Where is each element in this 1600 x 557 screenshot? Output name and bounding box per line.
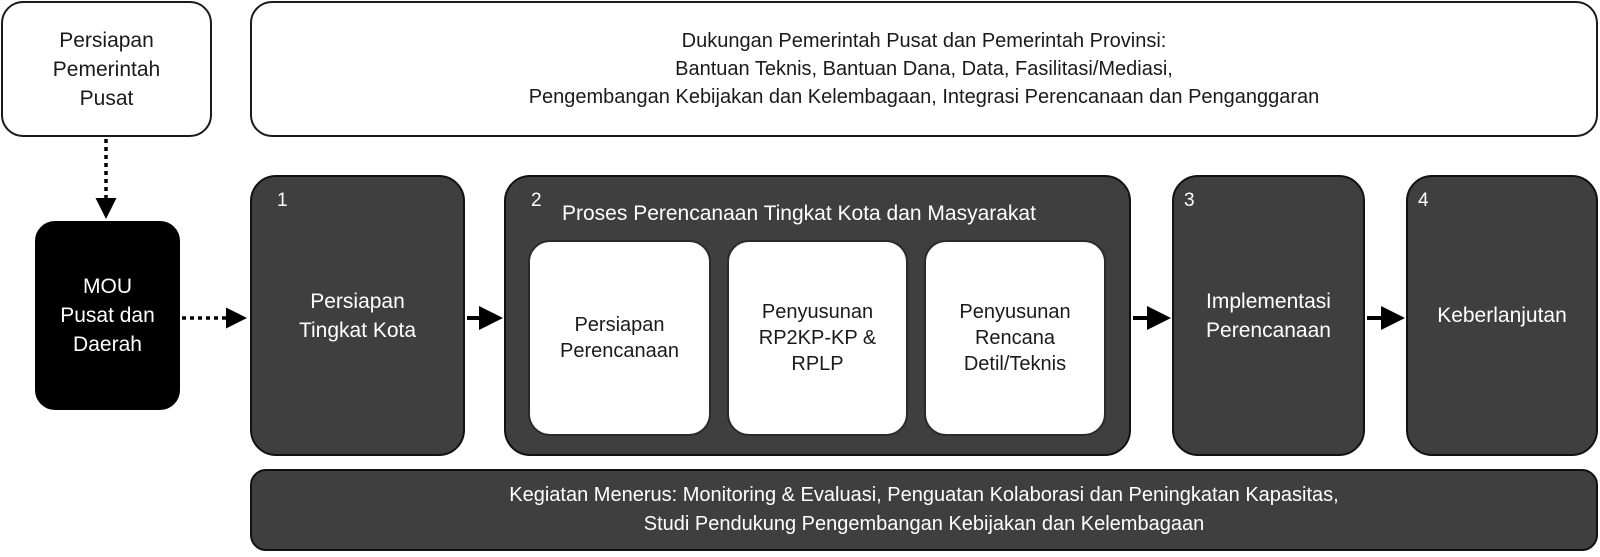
continuous-line-1: Kegiatan Menerus: Monitoring & Evaluasi, Penguatan Kolaborasi dan Peningkatan Kapasitas, [509, 484, 1339, 506]
stage-4-line-1: Keberlanjutan [1437, 304, 1567, 327]
sub-step-3-line-2: Rencana [974, 327, 1056, 349]
stage-2-number: 2 [531, 190, 542, 211]
mou-line-1: MOU [83, 275, 132, 298]
central-prep-line-2: Pemerintah [52, 57, 161, 81]
sub-step-1-line-2: Perencanaan [560, 340, 679, 362]
central-prep-line-1: Persiapan [59, 28, 154, 52]
support-line-3: Pengembangan Kebijakan dan Kelembagaan, Integrasi Perencanaan dan Penganggaran [528, 86, 1320, 108]
sub-step-2-line-2: RP2KP-KP & [758, 327, 877, 349]
support-line-1: Dukungan Pemerintah Pusat dan Pemerintah Provinsi: [681, 30, 1167, 52]
stage-3-line-2: Perencanaan [1206, 318, 1331, 342]
continuous-line-2: Studi Pendukung Pengembangan Kebijakan dan Kelembagaan [643, 513, 1205, 535]
sub-step-3-line-3: Detil/Teknis [963, 353, 1067, 375]
sub-step-1-line-1: Persiapan [574, 314, 665, 336]
stage-3-line-1: Implementasi [1206, 289, 1331, 313]
support-line-2: Bantuan Teknis, Bantuan Dana, Data, Fasilitasi/Mediasi, [675, 58, 1173, 80]
stage-3-number: 3 [1184, 190, 1195, 211]
mou-line-3: Daerah [73, 333, 142, 356]
stage-1-line-2: Tingkat Kota [298, 318, 417, 342]
stage-4-number: 4 [1418, 190, 1429, 211]
mou-line-2: Pusat dan [60, 304, 155, 327]
sub-step-2-line-3: RPLP [791, 353, 844, 375]
stage-2-title: Proses Perencanaan Tingkat Kota dan Masyarakat [562, 202, 1036, 225]
stage-1-number: 1 [277, 190, 288, 211]
central-prep-line-3: Pusat [79, 86, 134, 110]
stage-1-line-1: Persiapan [310, 289, 405, 313]
sub-step-2-line-1: Penyusunan [761, 301, 874, 323]
sub-step-3-line-1: Penyusunan [959, 301, 1071, 323]
